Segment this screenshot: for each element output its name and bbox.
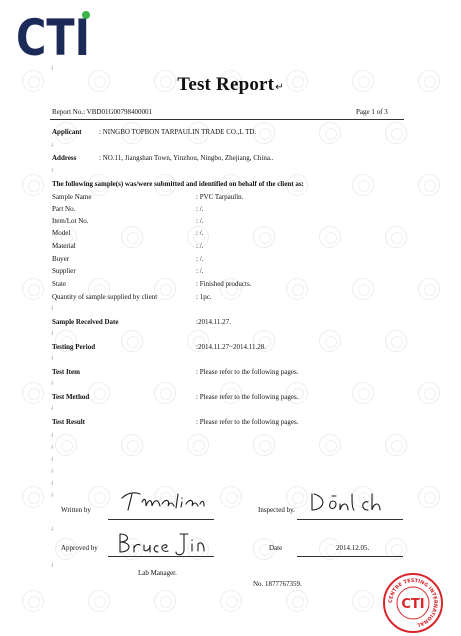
test-method-value: : Please refer to the following pages. (196, 393, 299, 401)
cti-logo (16, 9, 92, 67)
paragraph-mark: .| (51, 66, 54, 71)
watermark-mark (418, 382, 440, 404)
approver-title: Lab Manager. (138, 569, 177, 577)
watermark-mark (220, 486, 242, 508)
page-number: Page 1 of 3 (356, 108, 388, 116)
watermark-mark (22, 174, 44, 196)
watermark-mark (253, 122, 275, 144)
watermark-mark (418, 278, 440, 300)
field-label: Material (52, 242, 76, 250)
inspected-by-signature (306, 488, 396, 518)
watermark-mark (253, 434, 275, 456)
watermark-mark (319, 122, 341, 144)
inspected-by-label: Inspected by. (258, 506, 295, 514)
inspected-by-line (297, 519, 403, 520)
watermark-mark (319, 330, 341, 352)
watermark-mark (319, 226, 341, 248)
watermark-mark (319, 434, 341, 456)
field-label: Supplier (52, 267, 76, 275)
test-result-label: Test Result (52, 418, 85, 426)
watermark-mark (385, 330, 407, 352)
field-label: Part No. (52, 205, 76, 213)
paragraph-mark: .| (51, 143, 54, 148)
field-value: : /. (196, 229, 204, 237)
watermark-mark (88, 382, 110, 404)
watermark-mark (418, 486, 440, 508)
watermark-mark (385, 226, 407, 248)
watermark-mark (187, 434, 209, 456)
paragraph-mark: .| (51, 527, 54, 532)
paragraph-mark: .| (51, 406, 54, 411)
field-value: : PVC Tarpaulin. (196, 193, 244, 201)
field-label: Model (52, 229, 71, 237)
watermark-mark (352, 382, 374, 404)
paragraph-mark: .| (51, 481, 54, 486)
paragraph-mark: .| (51, 168, 54, 173)
field-value: : /. (196, 267, 204, 275)
testing-period-label: Testing Period (52, 343, 96, 351)
svg-text:CTI: CTI (401, 597, 425, 612)
watermark-mark (154, 382, 176, 404)
field-label: Sample Name (52, 193, 92, 201)
field-label: Buyer (52, 255, 70, 263)
field-value: : /. (196, 255, 204, 263)
watermark-mark (220, 590, 242, 612)
watermark-mark (22, 278, 44, 300)
paragraph-mark: .| (51, 356, 54, 361)
applicant-value: : NINGBO TOPBON TARPAULIN TRADE CO.,L TD. (99, 128, 257, 136)
field-label: Quantity of sample supplied by client (52, 293, 158, 301)
watermark-mark (418, 174, 440, 196)
document-number: No. 1877767359. (253, 580, 302, 588)
field-value: : 1pc. (196, 293, 212, 301)
test-method-label: Test Method (52, 393, 90, 401)
approved-by-signature (114, 528, 210, 558)
date-line (297, 556, 403, 557)
watermark-mark (121, 330, 143, 352)
field-label: State (52, 280, 66, 288)
field-label: Item/Lot No. (52, 217, 89, 225)
date-label: Date (269, 544, 283, 552)
paragraph-mark: .| (51, 457, 54, 462)
paragraph-mark: .| (51, 381, 54, 386)
watermark-mark (352, 174, 374, 196)
watermark-mark (352, 278, 374, 300)
written-by-signature (118, 486, 208, 516)
watermark-mark (22, 590, 44, 612)
address-value: : NO.11, Jiangshan Town, Yinzhou, Ningbo, Zhejiang, China.. (99, 154, 274, 162)
received-value: :2014.11.27. (196, 318, 231, 326)
watermark-mark (352, 590, 374, 612)
applicant-label: Applicant (52, 128, 82, 136)
paragraph-mark: .| (51, 563, 54, 568)
watermark-mark (121, 434, 143, 456)
test-item-value: : Please refer to the following pages. (196, 368, 299, 376)
paragraph-mark: .| (51, 469, 54, 474)
svg-text:CTI: CTI (16, 9, 90, 67)
date-value: 2014.12.05. (336, 544, 370, 552)
approved-by-label: Approved by (61, 544, 98, 552)
watermark-mark (385, 122, 407, 144)
field-value: : /. (196, 242, 204, 250)
watermark-mark (286, 486, 308, 508)
svg-text:CENTRE TESTING INTERNATIONAL: CENTRE TESTING INTERNATIONAL (387, 577, 439, 628)
watermark-mark (154, 590, 176, 612)
watermark-mark (88, 590, 110, 612)
paragraph-mark: .| (51, 493, 54, 498)
paragraph-mark: .| (51, 433, 54, 438)
watermark-mark (55, 434, 77, 456)
address-label: Address (52, 154, 77, 162)
watermark-mark (286, 278, 308, 300)
written-by-label: Written by (61, 506, 91, 514)
watermark-mark (286, 590, 308, 612)
test-item-label: Test Item (52, 368, 80, 376)
test-result-value: : Please refer to the following pages. (196, 418, 299, 426)
paragraph-mark: .| (51, 306, 54, 311)
header-divider (50, 119, 404, 120)
field-value: : /. (196, 217, 204, 225)
watermark-mark (253, 226, 275, 248)
paragraph-mark: .| (51, 445, 54, 450)
received-label: Sample Received Date (52, 318, 119, 326)
testing-period-value: :2014.11.27~2014.11.28. (196, 343, 266, 351)
page-title: Test Report↵ (177, 74, 284, 95)
watermark-mark (385, 434, 407, 456)
watermark-mark (121, 226, 143, 248)
paragraph-mark: .| (51, 331, 54, 336)
watermark-mark (22, 382, 44, 404)
watermark-mark (22, 486, 44, 508)
cti-seal-stamp (382, 572, 444, 634)
watermark-mark (154, 278, 176, 300)
watermark-mark (88, 486, 110, 508)
field-value: : Finished products. (196, 280, 252, 288)
written-by-line (108, 519, 214, 520)
field-value: : /. (196, 205, 204, 213)
report-number: Report No.: VBD01G00798400001 (52, 108, 153, 116)
sample-intro: The following sample(s) was/were submitted and identified on behalf of the client as: (52, 180, 304, 188)
